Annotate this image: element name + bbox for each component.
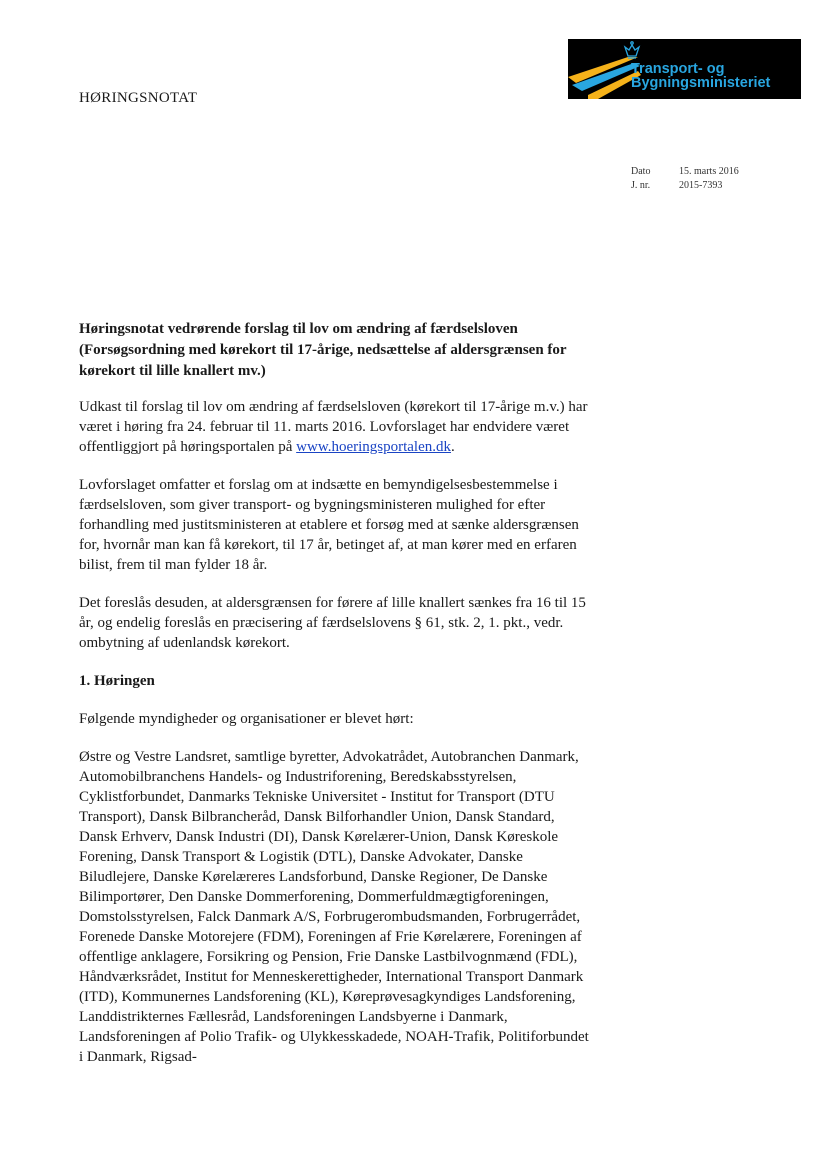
ministry-logo: [568, 39, 801, 99]
date-value: 15. marts 2016: [679, 166, 739, 177]
paragraph-consultation-text: Udkast til forslag til lov om ændring af færdselsloven (kørekort til 17-årige m.v.) har været i høring fra 24. februar til 11. marts 2016. Lovforslaget har endvidere været offentliggjort på høringsportalen på: [79, 399, 588, 455]
ministry-logo-text: [631, 62, 770, 90]
document-body: [79, 319, 592, 1085]
logo-line-2: Bygningsministeriet: [631, 75, 771, 91]
document-type-heading: HØRINGSNOTAT: [79, 90, 198, 106]
paragraph-consulted-list: Østre og Vestre Landsret, samtlige byretter, Advokatrådet, Autobranchen Danmark, Automobilbranchens Handels- og Industriforening, Beredskabsstyrelsen, Cyklistforbundet, Danmarks Tekniske Universitet - Institut for Transport (DTU Transport), Dansk Bilbrancheråd, Dansk Bilforhandler Union, Dansk Standard, Dansk Erhverv, Dansk Industri (DI), Dansk Kørelærer-Union, Dansk Køreskole Forening, Dansk Transport & Logistik (DTL), Danske Advokater, Danske Biludlejere, Danske Kørelæreres Landsforbund, Danske Regioner, De Danske Bilimportører, Den Danske Dommerforening, Dommerfuldmægtigforeningen, Domstolsstyrelsen, Falck Danmark A/S, Forbrugerombudsmanden, Forbrugerrådet, Forenede Danske Motorejere (FDM), Foreningen af Frie Kørelærere, Foreningen af offentlige anklagere, Forsikring og Pension, Frie Danske Lastbilvognmænd (FDL), Håndværksrådet, Institut for Menneskerettigheder, International Transport Danmark (ITD), Kommunernes Landsforening (KL), Køreprøvesagkyndiges Landsforening, Landdistrikternes Fællesråd, Landsforeningen Landsbyerne i Danmark, Landsforeningen af Polio Trafik- og Ulykkesskadede, NOAH-Trafik, Politiforbundet i Danmark, Rigsad-: [79, 749, 589, 1065]
paragraph-moped-age: Det foreslås desuden, at aldersgrænsen for førere af lille knallert sænkes fra 16 til 15 år, og endelig foreslås en præcisering af færdselslovens § 61, stk. 2, 1. pkt., vedr. ombytning af udenlandsk kørekort.: [79, 595, 586, 651]
hoeringsportalen-link[interactable]: www.hoeringsportalen.dk: [296, 439, 451, 455]
date-label: Dato: [631, 166, 651, 177]
document-title: Høringsnotat vedrørende forslag til lov om ændring af færdselsloven (Forsøgsordning med kørekort til 17-årige, nedsættelse af aldersgrænsen for kørekort til lille knallert mv.): [79, 321, 567, 379]
journal-number-label: J. nr.: [631, 180, 651, 191]
paragraph-consulted-intro: Følgende myndigheder og organisationer er blevet hørt:: [79, 711, 414, 727]
paragraph-consultation-end: .: [451, 439, 455, 455]
journal-number-value: 2015-7393: [679, 180, 723, 191]
paragraph-proposal: Lovforslaget omfatter et forslag om at indsætte en bemyndigelsesbestemmelse i færdselsloven, som giver transport- og bygningsministeren mulighed for efter forhandling med justitsministeren at etablere et forsøg med at sænke aldersgrænsen for, hvornår man kan få kørekort, til 17 år, betinget af, at man kører med en erfaren bilist, frem til man fylder 18 år.: [79, 477, 579, 573]
section-heading-hoeringen: 1. Høringen: [79, 673, 155, 689]
date-row: [631, 165, 739, 179]
journal-number-row: [631, 179, 739, 193]
logo-line-1: Transport- og: [631, 61, 725, 77]
paragraph-consultation: [79, 397, 592, 457]
document-meta: [631, 165, 739, 193]
